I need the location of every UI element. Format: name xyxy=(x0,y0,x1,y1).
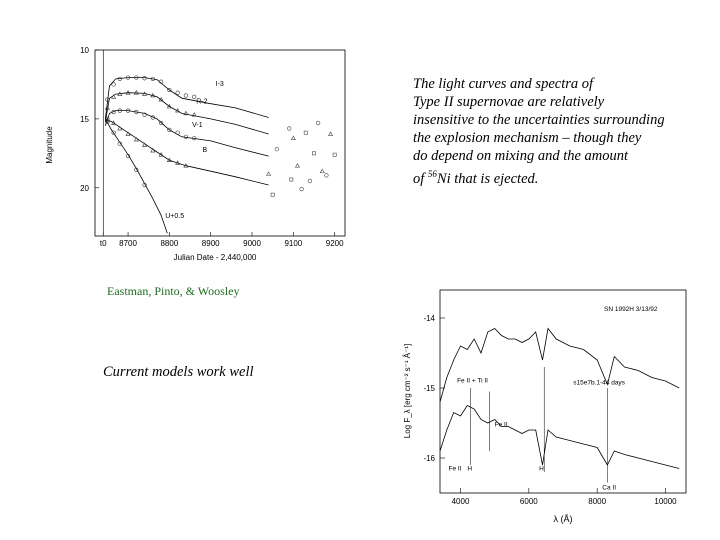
lc-x-tick-label: 9000 xyxy=(243,239,261,248)
lc-series-label: I-3 xyxy=(215,80,224,88)
caption-text xyxy=(413,75,713,188)
caption-line-5: do depend on mixing and the amount xyxy=(413,148,629,164)
lc-series-label: V-1 xyxy=(192,122,203,130)
caption-line-2: Type II supernovae are relatively xyxy=(413,94,605,110)
sp-x-tick-label: 6000 xyxy=(519,497,538,506)
lc-series-label: R-2 xyxy=(196,98,208,106)
sp-annotation: H xyxy=(467,465,473,473)
lc-x-tick-label: 9100 xyxy=(284,239,303,248)
spectrum-figure xyxy=(398,288,698,528)
caption-line-4: the explosion mechanism – though they xyxy=(413,130,642,146)
sp-annotation: Ca II xyxy=(602,484,617,492)
light-curve-figure xyxy=(40,40,362,268)
lc-x-tick-label: 9200 xyxy=(325,239,344,248)
caption-ni-superscript: 56 xyxy=(427,169,437,179)
sp-plot-area xyxy=(440,290,686,493)
caption-line-3: insensitive to the uncertainties surrounding xyxy=(413,112,665,128)
sp-y-tick-label: -15 xyxy=(423,384,435,393)
sp-annotation: Fe II xyxy=(494,421,508,429)
sp-y-axis-label: Log F_λ [erg cm⁻² s⁻¹ Å⁻¹] xyxy=(403,343,412,439)
lc-y-tick-label: 20 xyxy=(80,183,89,193)
sp-x-axis-label: λ (Å) xyxy=(553,514,573,524)
lc-y-tick-label: 15 xyxy=(80,114,89,124)
light-curve-chart xyxy=(40,40,362,268)
sp-y-tick-label: -14 xyxy=(423,314,435,323)
models-note: Current models work well xyxy=(103,364,254,380)
lc-x-tick-label: 8700 xyxy=(119,239,137,248)
lc-y-axis-label: Magnitude xyxy=(45,126,54,164)
sp-annotation: s15e7b.1-44 days xyxy=(573,379,625,387)
lc-x-tick-label: t0 xyxy=(99,239,107,248)
lc-series-label: B xyxy=(202,146,208,154)
sp-annotation: H xyxy=(539,465,544,473)
lc-y-tick-label: 10 xyxy=(80,46,89,55)
sp-annotation: Fe II xyxy=(448,465,462,473)
caption-line-1: The light curves and spectra of xyxy=(413,76,594,92)
sp-annotation: SN 1992H 3/13/92 xyxy=(604,306,658,313)
sp-y-tick-label: -16 xyxy=(423,454,435,463)
lc-x-tick-label: 8900 xyxy=(201,239,220,248)
lc-x-tick-label: 8800 xyxy=(160,239,179,248)
sp-x-tick-label: 8000 xyxy=(588,497,607,506)
sp-x-tick-label: 10000 xyxy=(654,497,677,506)
lc-series-label: U+0.5 xyxy=(165,213,185,221)
caption-line-6 xyxy=(413,165,713,188)
lc-x-axis-label: Julian Date - 2,440,000 xyxy=(173,253,257,262)
credit-text: Eastman, Pinto, & Woosley xyxy=(107,284,240,298)
spectrum-chart xyxy=(398,288,698,528)
sp-x-tick-label: 4000 xyxy=(451,497,470,506)
sp-annotation: Fe II + Ti II xyxy=(457,377,488,385)
caption-line-6-pre: of xyxy=(413,170,428,187)
caption-line-6-post: Ni that is ejected. xyxy=(436,170,539,187)
